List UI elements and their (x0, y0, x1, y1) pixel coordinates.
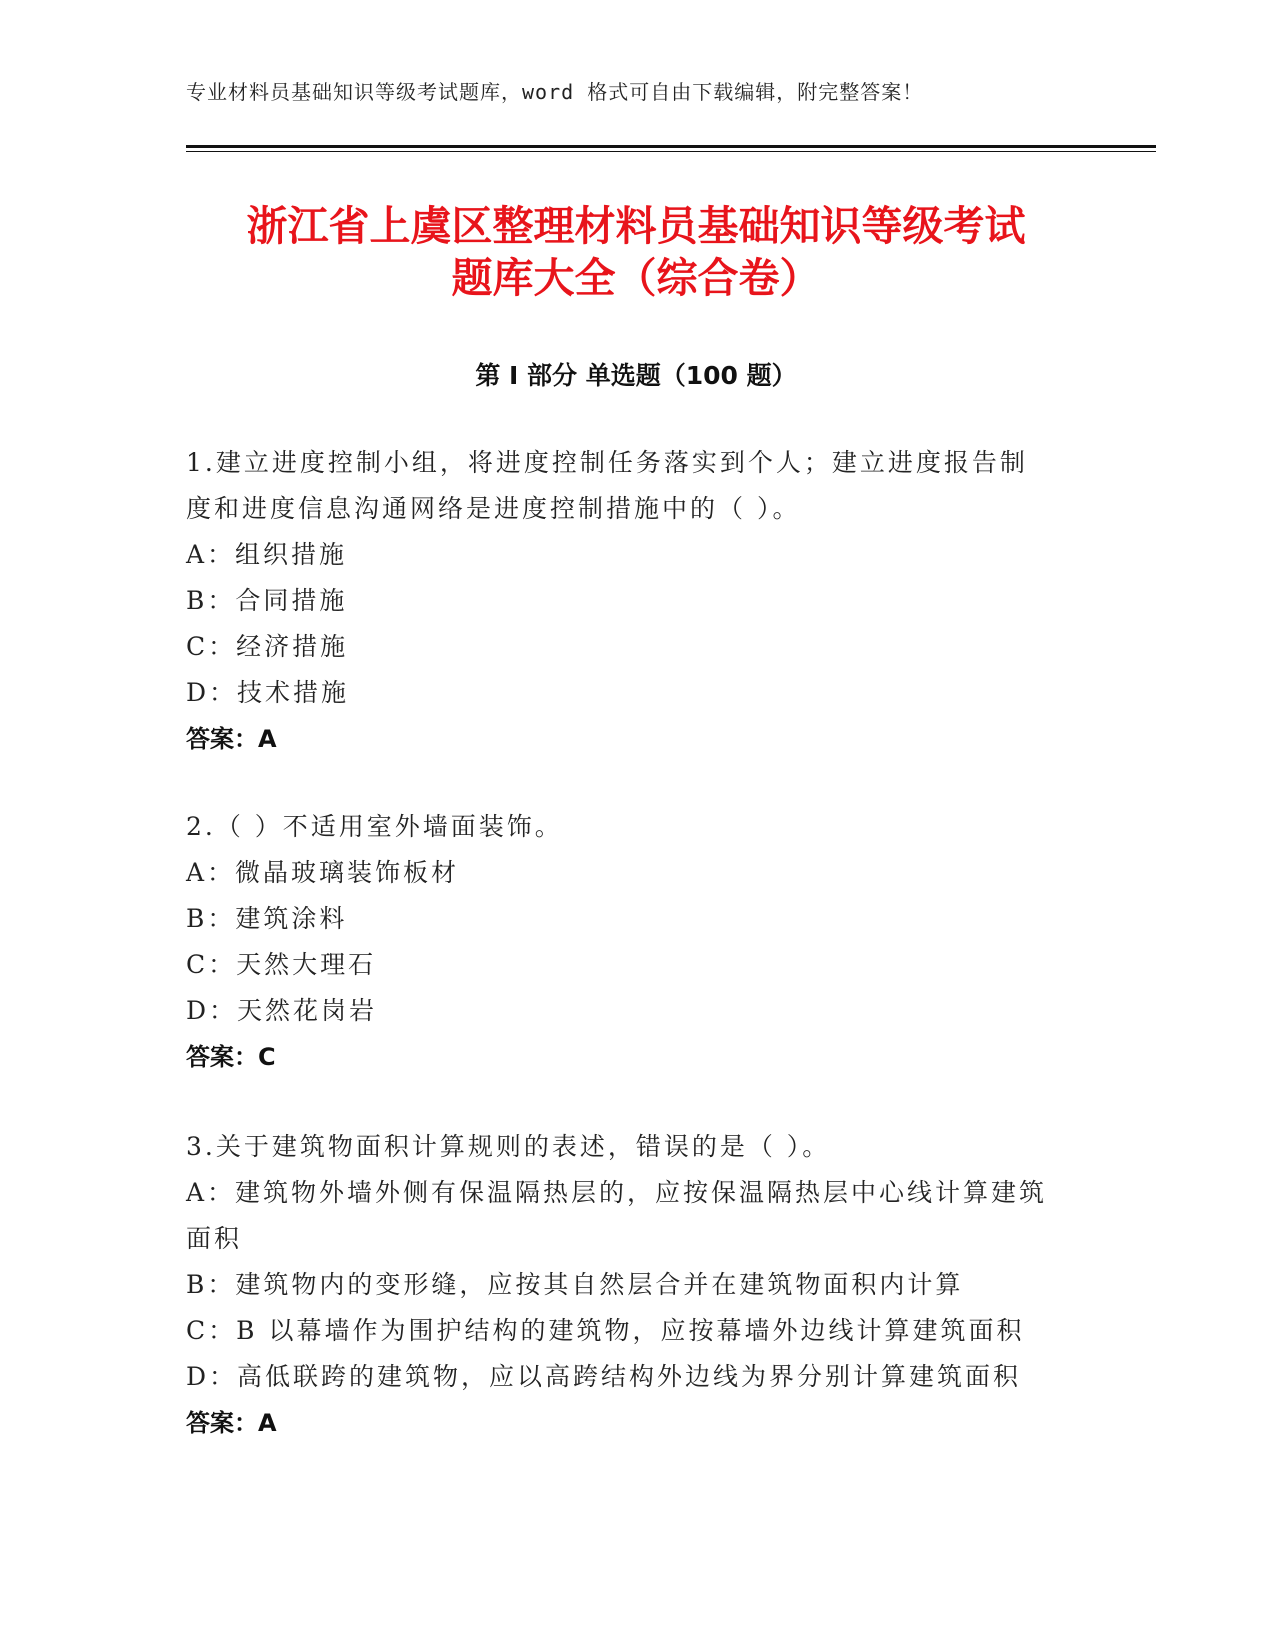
question-3 (186, 1124, 1086, 1446)
title-line-2: 题库大全（综合卷） (451, 254, 821, 302)
header-rule-thick (186, 145, 1156, 148)
option-c: C：B 以幕墙作为围护结构的建筑物，应按幕墙外边线计算建筑面积 (186, 1316, 1025, 1345)
option-b: B：合同措施 (186, 586, 348, 615)
header-rule-thin (186, 151, 1156, 152)
option-d: D：天然花岗岩 (186, 996, 378, 1025)
section-title: 第 I 部分 单选题（100 题） (475, 361, 797, 390)
option-a: A：组织措施 (186, 540, 348, 569)
answer-line: 答案：C (186, 1043, 276, 1071)
title-line-1: 浙江省上虞区整理材料员基础知识等级考试 (246, 202, 1026, 250)
document-title (186, 200, 1086, 304)
option-b: B：建筑涂料 (186, 904, 348, 933)
answer-line: 答案：A (186, 725, 277, 753)
question-stem-line: 1.建立进度控制小组，将进度控制任务落实到个人；建立进度报告制 (186, 448, 1028, 477)
option-c: C：天然大理石 (186, 950, 377, 979)
question-2 (186, 804, 1086, 1080)
header-note: 专业材料员基础知识等级考试题库，word 格式可自由下载编辑，附完整答案！ (186, 80, 924, 104)
answer-line: 答案：A (186, 1409, 277, 1437)
option-b: B：建筑物内的变形缝，应按其自然层合并在建筑物面积内计算 (186, 1270, 964, 1299)
option-d: D：技术措施 (186, 678, 350, 707)
option-a-continued: 面积 (186, 1224, 243, 1253)
question-1 (186, 440, 1086, 762)
option-a: A：微晶玻璃装饰板材 (186, 858, 460, 887)
option-d: D：高低联跨的建筑物，应以高跨结构外边线为界分别计算建筑面积 (186, 1362, 1022, 1391)
question-stem-line: 2.（ ）不适用室外墙面装饰。 (186, 812, 563, 841)
question-stem-line: 3.关于建筑物面积计算规则的表述，错误的是（ ）。 (186, 1132, 831, 1161)
question-stem-line: 度和进度信息沟通网络是进度控制措施中的（ ）。 (186, 494, 801, 523)
option-a: A：建筑物外墙外侧有保温隔热层的，应按保温隔热层中心线计算建筑 (186, 1178, 1048, 1207)
option-c: C：经济措施 (186, 632, 349, 661)
